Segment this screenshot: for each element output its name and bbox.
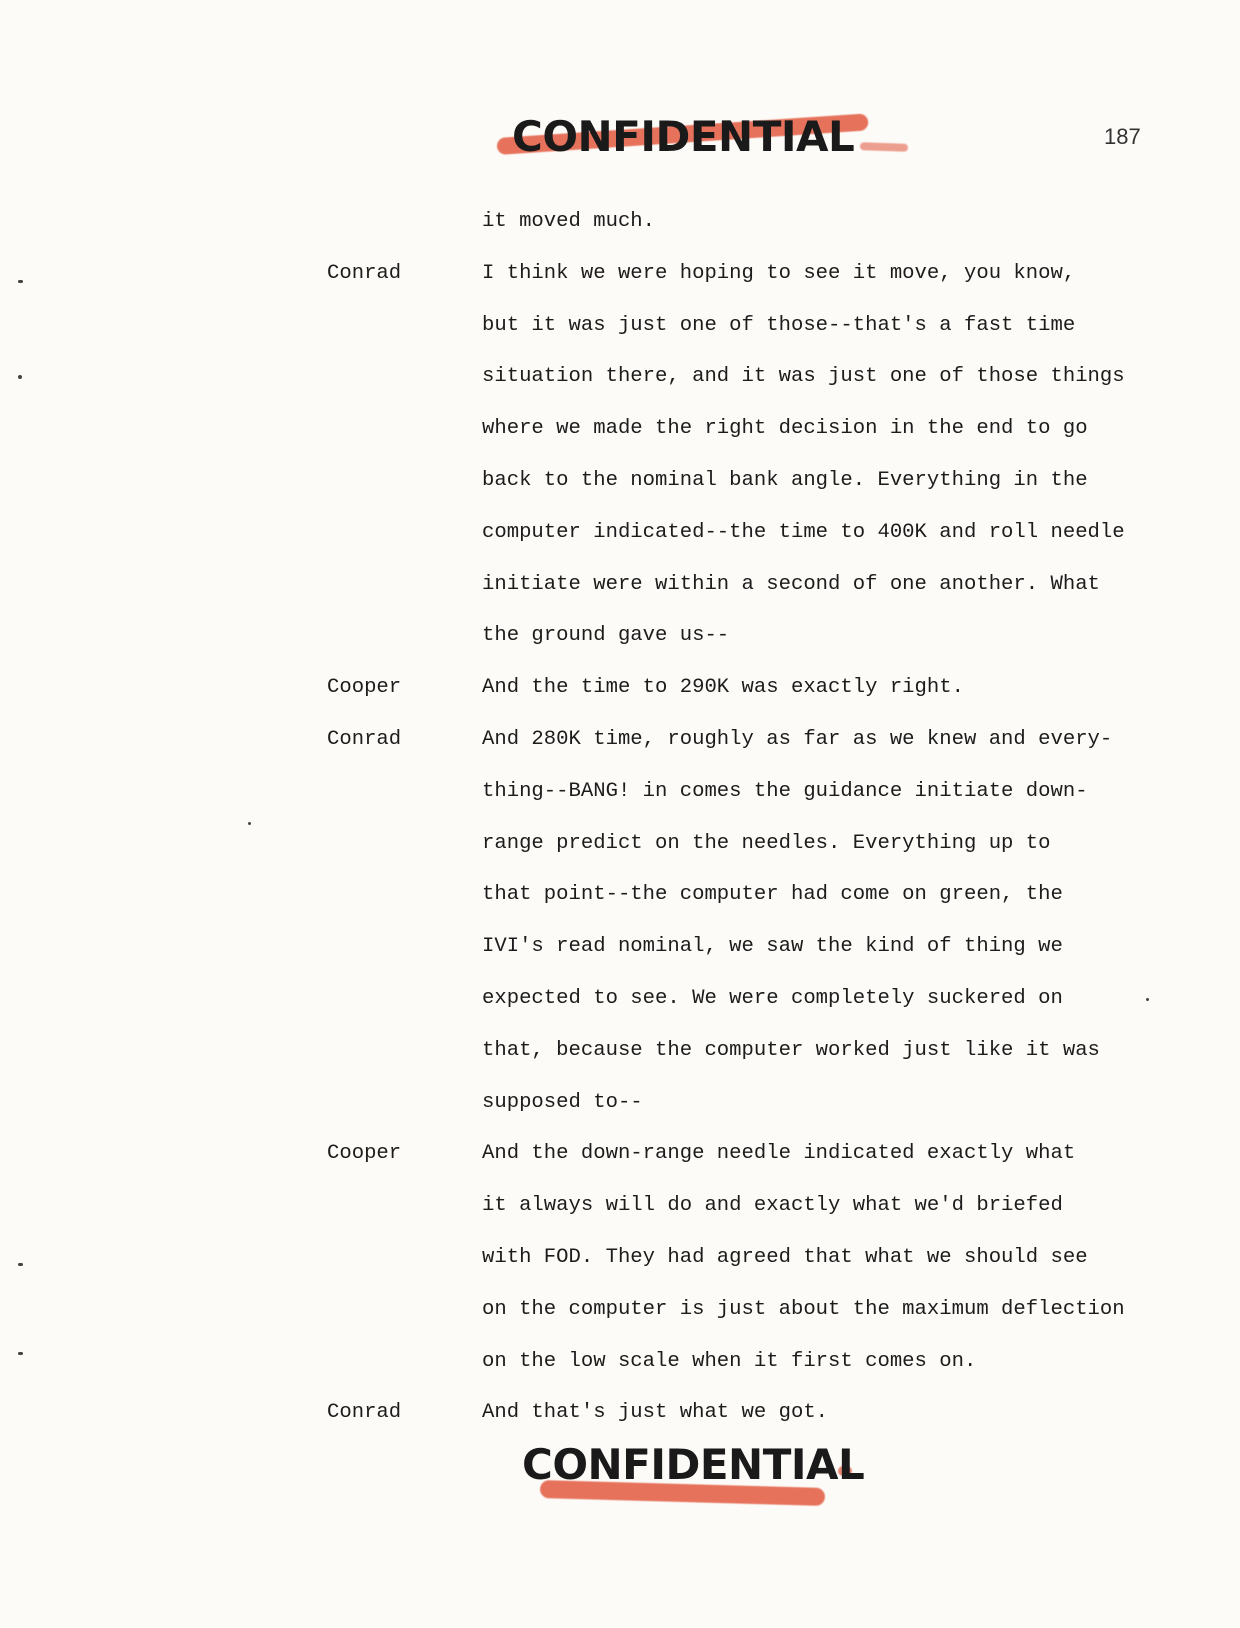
- transcript-line: [0, 1134, 1240, 1186]
- transcript-line: [0, 1290, 1240, 1342]
- line-text: And the time to 290K was exactly right.: [482, 676, 964, 700]
- line-text: back to the nominal bank angle. Everything in the: [482, 468, 1088, 492]
- line-text: on the computer is just about the maximum deflection: [482, 1297, 1125, 1321]
- transcript-line: [0, 1342, 1240, 1394]
- line-text: I think we were hoping to see it move, you know,: [482, 261, 1076, 285]
- line-text: thing--BANG! in comes the guidance initiate down-: [482, 779, 1088, 803]
- line-text: computer indicated--the time to 400K and roll needle: [482, 520, 1125, 544]
- line-text: but it was just one of those--that's a fast time: [482, 313, 1076, 337]
- line-text: And the down-range needle indicated exactly what: [482, 1142, 1076, 1166]
- margin-speck: [1146, 998, 1149, 1001]
- red-marker-stroke-tail: [860, 142, 908, 152]
- line-text: it always will do and exactly what we'd briefed: [482, 1194, 1063, 1218]
- line-text: that point--the computer had come on green, the: [482, 883, 1063, 907]
- line-text: IVI's read nominal, we saw the kind of thing we: [482, 935, 1063, 959]
- transcript-line: [0, 461, 1240, 513]
- transcript-line: [0, 772, 1240, 824]
- confidential-stamp-top: CONFIDENTIAL: [512, 112, 855, 161]
- transcript-line: [0, 1238, 1240, 1290]
- margin-speck: [18, 375, 22, 379]
- transcript-line: [0, 513, 1240, 565]
- transcript-line: [0, 254, 1240, 306]
- transcript-line: [0, 875, 1240, 927]
- line-text: situation there, and it was just one of those things: [482, 365, 1125, 389]
- margin-speck: [18, 280, 23, 283]
- transcript-line: [0, 1186, 1240, 1238]
- speaker-name: Cooper: [327, 1142, 402, 1166]
- transcript: [0, 202, 1240, 1445]
- confidential-stamp-bottom: CONFIDENTIAL: [522, 1440, 865, 1489]
- page-number: 187: [1104, 124, 1141, 149]
- speaker-name: Conrad: [327, 1401, 402, 1425]
- line-text: range predict on the needles. Everything up to: [482, 831, 1051, 855]
- line-text: And that's just what we got.: [482, 1401, 829, 1425]
- line-text: the ground gave us--: [482, 624, 730, 648]
- line-text: supposed to--: [482, 1090, 643, 1114]
- transcript-line: [0, 202, 1240, 254]
- transcript-line: [0, 1083, 1240, 1135]
- line-text: expected to see. We were completely suckered on: [482, 986, 1063, 1010]
- speaker-name: Conrad: [327, 261, 402, 285]
- transcript-line: [0, 824, 1240, 876]
- transcript-line: [0, 1393, 1240, 1445]
- transcript-line: [0, 668, 1240, 720]
- line-text: initiate were within a second of one another. What: [482, 572, 1100, 596]
- line-text: that, because the computer worked just like it was: [482, 1038, 1100, 1062]
- line-text: And 280K time, roughly as far as we knew and every-: [482, 727, 1113, 751]
- transcript-line: [0, 409, 1240, 461]
- transcript-line: [0, 927, 1240, 979]
- margin-speck: [248, 822, 251, 825]
- transcript-line: [0, 720, 1240, 772]
- transcript-line: [0, 565, 1240, 617]
- line-text: it moved much.: [482, 210, 656, 233]
- transcript-line: [0, 616, 1240, 668]
- margin-speck: [18, 1263, 23, 1266]
- transcript-line: [0, 306, 1240, 358]
- margin-speck: [18, 1352, 23, 1355]
- speaker-name: Conrad: [327, 727, 402, 751]
- transcript-line: [0, 357, 1240, 409]
- speaker-name: Cooper: [327, 676, 402, 700]
- transcript-line: [0, 1031, 1240, 1083]
- line-text: with FOD. They had agreed that what we should see: [482, 1245, 1088, 1269]
- line-text: where we made the right decision in the end to go: [482, 417, 1088, 441]
- transcript-line: [0, 979, 1240, 1031]
- line-text: on the low scale when it first comes on.: [482, 1349, 977, 1373]
